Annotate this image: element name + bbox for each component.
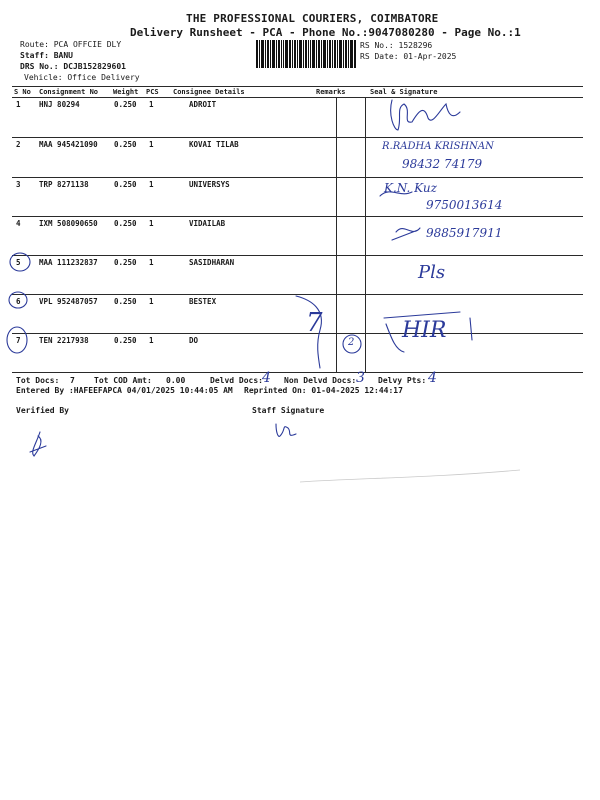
- staff-signature-label: Staff Signature: [252, 406, 325, 415]
- cell-consignment: TRP 8271138: [39, 180, 89, 189]
- runsheet-title: Delivery Runsheet - PCA - Phone No.:9047080280 - Page No.:1: [130, 26, 521, 39]
- cell-weight: 0.250: [114, 100, 137, 109]
- cell-consignee: ADROIT: [189, 100, 217, 109]
- handwritten-name-row3: K.N. Kuz: [384, 181, 437, 195]
- staff-label: Staff: BANU: [20, 51, 73, 60]
- cell-consignment: IXM 508090650: [39, 219, 98, 228]
- cell-sno: 6: [16, 297, 21, 306]
- rs-number: RS No.: 1528296: [360, 41, 433, 50]
- cell-pcs: 1: [149, 336, 154, 345]
- cell-consignee: KOVAI TILAB: [189, 140, 239, 149]
- cell-sno: 3: [16, 180, 21, 189]
- cell-sno: 5: [16, 258, 21, 267]
- cell-pcs: 1: [149, 100, 154, 109]
- cell-consignment: MAA 945421090: [39, 140, 98, 149]
- cell-weight: 0.250: [114, 219, 137, 228]
- cell-consignee: DO: [189, 336, 199, 345]
- cell-weight: 0.250: [114, 180, 137, 189]
- tot-cod-label: Tot COD Amt:: [94, 376, 152, 385]
- rs-date: RS Date: 01-Apr-2025: [360, 52, 457, 61]
- handwritten-phone-row4: 9885917911: [426, 226, 503, 240]
- tot-docs-label: Tot Docs:: [16, 376, 60, 385]
- col-header-remarks: Remarks: [316, 88, 346, 96]
- verified-signature: [30, 432, 46, 456]
- handwritten-stamp-row7: HIR: [402, 318, 447, 343]
- non-delvd-docs-label: Non Delvd Docs:: [284, 376, 357, 385]
- cell-weight: 0.250: [114, 140, 137, 149]
- cell-consignment: VPL 952487057: [39, 297, 98, 306]
- signature-row1: [391, 100, 460, 130]
- tot-cod-value: 0.00: [166, 376, 186, 385]
- cell-sno: 1: [16, 100, 21, 109]
- cell-consignee: UNIVERSYS: [189, 180, 230, 189]
- route-label: Route: PCA OFFCIE DLY: [20, 40, 122, 49]
- entered-by: Entered By :HAFEEFAPCA 04/01/2025 10:44:05 AM: [16, 386, 233, 395]
- cell-pcs: 1: [149, 180, 154, 189]
- delvd-docs-value: 4: [262, 370, 271, 386]
- col-header-sno: S No: [14, 88, 31, 96]
- handwritten-mark-row6: 7: [306, 308, 323, 338]
- handwritten-circle-number: 2: [348, 337, 355, 348]
- cell-consignee: SASIDHARAN: [189, 258, 235, 267]
- vehicle-label: Vehicle: Office Delivery: [24, 73, 140, 82]
- drs-number: DRS No.: DCJB152829601: [20, 62, 126, 71]
- handwritten-name-row2: R.RADHA KRISHNAN: [382, 141, 494, 152]
- cell-pcs: 1: [149, 258, 154, 267]
- tot-docs-value: 7: [70, 376, 75, 385]
- cell-pcs: 1: [149, 219, 154, 228]
- cell-consignment: TEN 2217938: [39, 336, 89, 345]
- col-header-weight: Weight: [113, 88, 139, 96]
- cell-sno: 2: [16, 140, 21, 149]
- verified-by-label: Verified By: [16, 406, 69, 415]
- signature-row4-scribble: [392, 228, 420, 240]
- circle-row7: [7, 327, 27, 353]
- cell-pcs: 1: [149, 297, 154, 306]
- col-header-consignment: Consignment No: [39, 88, 99, 96]
- staff-signature: [276, 424, 296, 436]
- cell-consignee: BESTEX: [189, 297, 217, 306]
- delvy-pts-value: 4: [428, 370, 437, 386]
- cell-weight: 0.250: [114, 336, 137, 345]
- cell-weight: 0.250: [114, 297, 137, 306]
- handwritten-phone-row3: 9750013614: [426, 198, 503, 212]
- cell-sno: 7: [16, 336, 21, 345]
- delvy-pts-label: Delvy Pts:: [378, 376, 427, 385]
- delvd-docs-label: Delvd Docs:: [210, 376, 263, 385]
- handwritten-phone-row2: 98432 74179: [402, 157, 483, 171]
- col-header-signature: Seal & Signature: [370, 88, 438, 96]
- handwritten-initials-row5: Pls: [418, 262, 446, 283]
- cell-consignee: VIDAILAB: [189, 219, 226, 228]
- cell-weight: 0.250: [114, 258, 137, 267]
- faint-separator: [300, 470, 520, 482]
- circle-row6: [9, 292, 27, 308]
- cell-consignment: MAA 111232837: [39, 258, 98, 267]
- cell-pcs: 1: [149, 140, 154, 149]
- cell-sno: 4: [16, 219, 21, 228]
- circle-row5: [10, 253, 30, 271]
- col-header-consignee: Consignee Details: [173, 88, 245, 96]
- cell-consignment: HNJ 80294: [39, 100, 80, 109]
- company-title: THE PROFESSIONAL COURIERS, COIMBATORE: [186, 12, 439, 25]
- col-header-pcs: PCS: [146, 88, 159, 96]
- non-delvd-docs-value: 3: [356, 370, 365, 386]
- reprinted-on: Reprinted On: 01-04-2025 12:44:17: [244, 386, 403, 395]
